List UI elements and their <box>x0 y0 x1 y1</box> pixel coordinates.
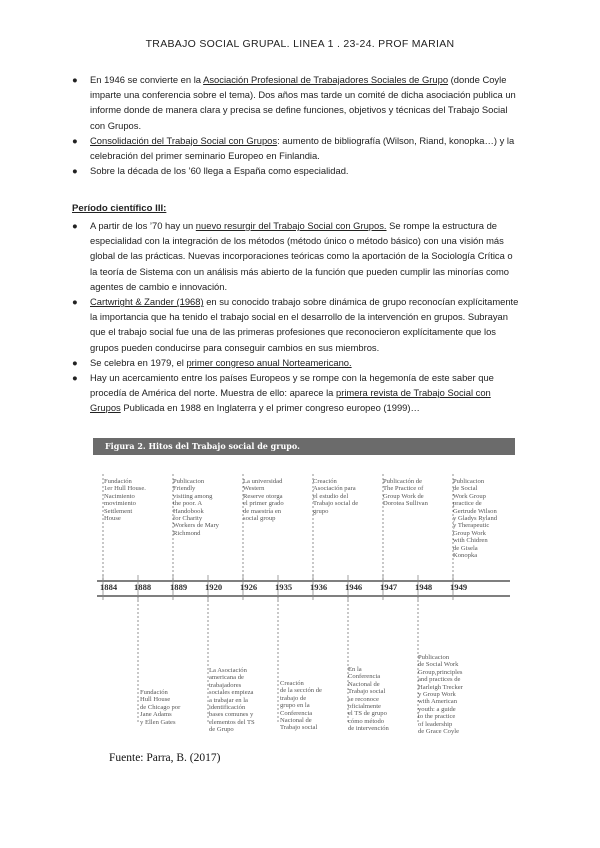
list-item: ● Cartwright & Zander (1968) en su conocido trabajo sobre dinámica de grupo reconocían explícitamente la importancia que ha tenido el trabajo social en el desarrollo de la intervención en grupos. Subrayan que el trabajo social fue una de las primeras profesiones que reconocieron explícitamente que los grupos pueden conducirse para conseguir cambios en sus miembros. <box>72 296 519 353</box>
timeline-event-top: Fundación 1er Hull House. Nacimiento movimiento Settlement House <box>104 478 146 523</box>
list-item: ● En 1946 se convierte en la Asociación Profesional de Trabajadores Sociales de Grupo (donde Coyle imparte una conferencia sobre el tema). Dos años mas tarde un comité de dicha asociación publica un informe donde de manera clara y precisa se define funciones, objetivos y técnicas del Trabajo Social con Grupos. <box>72 74 516 131</box>
hyperlink[interactable]: primera revista de Trabajo Social con Grupos <box>90 387 491 414</box>
timeline-event-bottom: La Asociación americana de trabajadores sociales empieza a trabajar en la identificación bases comunes y elementos del TS de Grupo <box>209 667 255 734</box>
list-item: ● Hay un acercamiento entre los países Europeos y se rompe con la hegemonía de este saber que procedía de América del norte. Muestra de ello: aparece la primera revista de Trabajo Social con Grupos Publicada en 1988 en Inglaterra y el primer congreso europeo (1999)… <box>72 372 494 414</box>
timeline-event-top: Creación Asociación para el estudio del Trabajo social de grupo <box>313 478 359 515</box>
timeline-event-top: La universidad Western Reserve otorga el primer grado de maestría en social group <box>243 478 284 523</box>
figure-title: Figura 2. Hitos del Trabajo social de grupo. <box>105 441 300 451</box>
hyperlink[interactable]: Consolidación del Trabajo Social con Grupos <box>90 134 278 146</box>
year-label: 1889 <box>170 582 188 592</box>
hyperlink[interactable]: Cartwright & Zander (1968) <box>90 296 204 308</box>
section-title: Período científico III: <box>72 203 167 214</box>
timeline-event-bottom: Publicacion de Social Work Group,principles and practices de Harleigh Trecker y Group Work with American youth: a guide to the practice of leadership de Grace Coyle <box>418 654 463 736</box>
timeline-event-top: Publicación de The Practice of Group Work de Dorotea Sullivan <box>383 478 428 508</box>
year-label: 1947 <box>380 582 398 592</box>
bullet-dot-icon: ● <box>72 220 78 231</box>
timeline-event-top: Publicacion Friendly visiting among the poor. A Handobook for Charity Workers de Mary Richmond <box>173 478 219 537</box>
figure-source: Fuente: Parra, B. (2017) <box>109 752 221 764</box>
timeline-event-bottom: Creación de la sección de trabajo de grupo en la Conferencia Nacional de Trabajo social <box>280 680 322 732</box>
hyperlink[interactable]: nuevo resurgir del Trabajo Social con Grupos. <box>195 220 387 231</box>
list-item: ● Consolidación del Trabajo Social con Grupos: aumento de bibliografía (Wilson, Riand, konopka…) y la celebración del primer seminario Europeo en Finlandia. <box>72 134 515 162</box>
year-label: 1936 <box>310 582 328 592</box>
year-label: 1888 <box>134 582 152 592</box>
page-header: TRABAJO SOCIAL GRUPAL. LINEA 1 . 23-24. PROF MARIAN <box>145 38 455 50</box>
year-label: 1949 <box>450 582 468 592</box>
bullet-dot-icon: ● <box>72 356 78 368</box>
hyperlink[interactable]: Asociación Profesional de Trabajadores Sociales de Grupo <box>203 74 449 85</box>
year-label: 1948 <box>415 582 433 592</box>
bullet-dot-icon: ● <box>72 165 78 177</box>
bullet-dot-icon: ● <box>72 74 78 85</box>
year-label: 1935 <box>275 582 293 592</box>
list-item: ● Se celebra en 1979, el primer congreso anual Norteamericano. <box>90 355 522 370</box>
year-label: 1946 <box>345 582 363 592</box>
timeline-event-bottom: Fundación Hull House de Chicago por Jane Adams y Ellen Gates <box>140 689 181 726</box>
year-label: 1926 <box>240 582 258 592</box>
year-label: 1884 <box>100 582 118 592</box>
list-item: ● Sobre la década de los ’60 llega a España como especialidad. <box>90 163 522 178</box>
bullet-dot-icon: ● <box>72 296 78 308</box>
bullet-dot-icon: ● <box>72 372 78 384</box>
timeline-event-bottom: En la Conferencia Nacional de Trabajo social se reconoce oficialmente el TS de grupo cómo método de intervención <box>348 666 389 733</box>
timeline-event-top: Publicacion de Social Work Group practice de Gertrude Wilson y Gladys Ryland y Therapeutic Group Work with Chidren de Gisela Konopka <box>453 478 498 560</box>
bullet-dot-icon: ● <box>72 134 78 146</box>
list-item: ● A partir de los ’70 hay un nuevo resurgir del Trabajo Social con Grupos. Se rompe la estructura de especialidad con la integración de los métodos (método único o método básico) con una visión más global de las prácticas. Nuevas incorporaciones teóricas como la aportación de la Sociología Crítica o la teoría de Sistema con un análisis más abierto de la función que pueden cumplir las minorías como agentes de cambio e innovación. <box>72 220 513 292</box>
hyperlink[interactable]: primer congreso anual Norteamericano. <box>186 356 352 368</box>
year-label: 1920 <box>205 582 223 592</box>
